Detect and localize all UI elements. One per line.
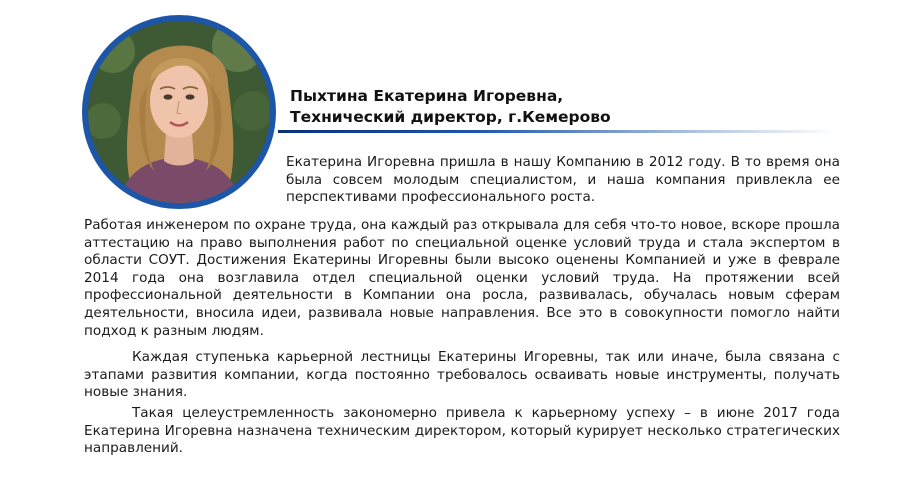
portrait-image [88, 21, 270, 203]
person-name: Пыхтина Екатерина Игоревна, [290, 87, 564, 105]
profile-heading [290, 86, 611, 128]
intro-paragraph: Екатерина Игоревна пришла в нашу Компанию в 2012 году. В то время она была совсем молодым специалистом, и наша компания привлекла ее перспективами профессионального роста. [286, 154, 840, 206]
career-paragraph: Работая инженером по охране труда, она каждый раз открывала для себя что-то новое, вскоре прошла аттестацию на право выполнения работ по специальной оценке условий труда и стала экспертом в области СОУТ. Достижения Екатерины Игоревны были высоко оценены Компанией и уже в феврале 2014 года она возглавила отдел специальной оценки условий труда. На протяжении всей профессиональной деятельности в Компании она росла, развивалась, обучалась новым сферам деятельности, вносила идеи, развивала новые направления. Все это в совокупности помогло найти подход к разным людям. [84, 217, 840, 339]
portrait-photo [82, 15, 276, 209]
success-paragraph: Такая целеустремленность закономерно привела к карьерному успеху – в июне 2017 года Екатерина Игоревна назначена техническим директором, который курирует несколько стратегических направлений. [84, 405, 840, 457]
person-position: Технический директор, г.Кемерово [290, 108, 611, 126]
development-paragraph: Каждая ступенька карьерной лестницы Екатерины Игоревны, так или иначе, была связана с этапами развития компании, когда постоянно требовалось осваивать новые инструменты, получать новые знания. [84, 349, 840, 401]
heading-divider [278, 130, 838, 133]
